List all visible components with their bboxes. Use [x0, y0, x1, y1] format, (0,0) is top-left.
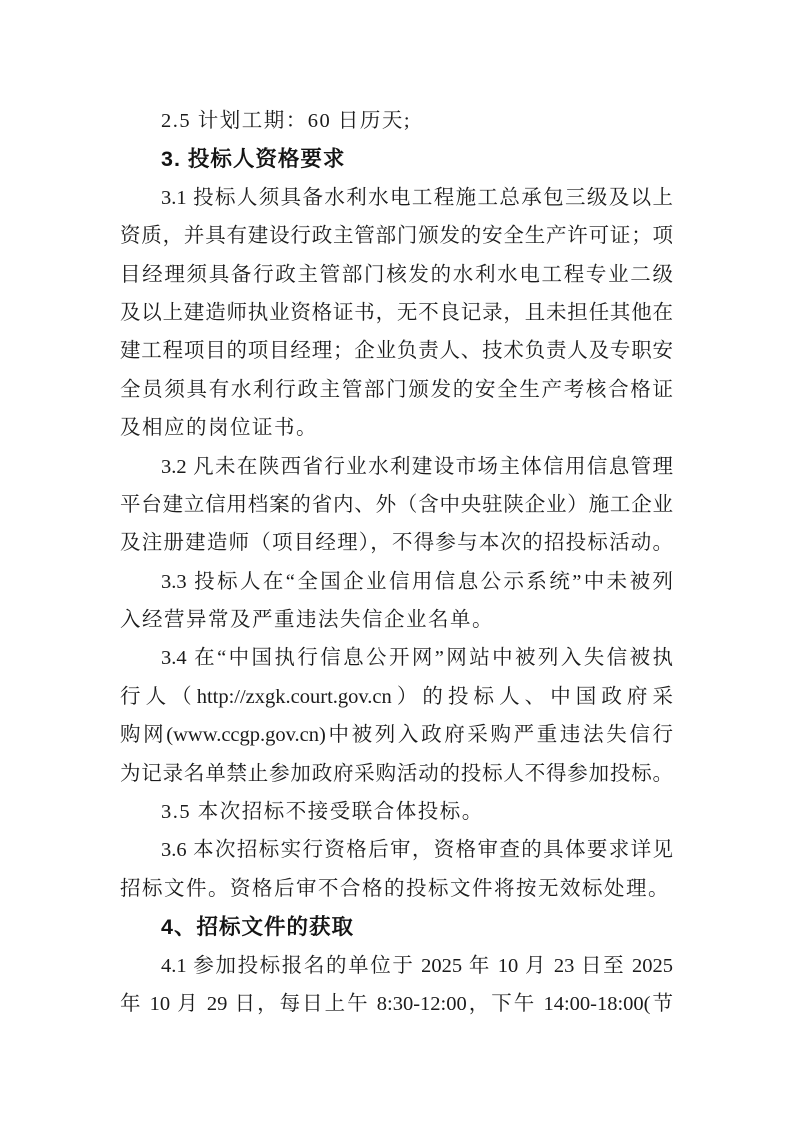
- text-line: 目经理须具备行政主管部门核发的水利水电工程专业二级: [120, 263, 673, 286]
- text-line: 建工程项目的项目经理；企业负责人、技术负责人及专职安: [120, 340, 673, 363]
- text-line: 行人（http://zxgk.court.gov.cn）的投标人、中国政府采: [120, 685, 673, 708]
- text-line: 3.3 投标人在“全国企业信用信息公示系统”中未被列: [161, 570, 673, 593]
- text-line: 2.5 计划工期：60 日历天;: [161, 110, 412, 132]
- text-line: 3.2 凡未在陕西省行业水利建设市场主体信用信息管理: [161, 455, 673, 478]
- section-heading: 3. 投标人资格要求: [161, 147, 346, 172]
- text-line: 购网(www.ccgp.gov.cn)中被列入政府采购严重违法失信行: [120, 724, 673, 747]
- text-line: 年 10 月 29 日，每日上午 8:30-12:00，下午 14:00-18:00(节: [120, 992, 673, 1015]
- text-line: 3.6 本次招标实行资格后审，资格审查的具体要求详见: [161, 839, 673, 862]
- text-line: 全员须具有水利行政主管部门颁发的安全生产考核合格证: [120, 378, 673, 401]
- text-line: 3.5 本次招标不接受联合体投标。: [161, 801, 484, 824]
- text-line: 及以上建造师执业资格证书，无不良记录，且未担任其他在: [120, 301, 673, 324]
- text-line: 平台建立信用档案的省内、外（含中央驻陕企业）施工企业: [120, 493, 673, 516]
- text-line: 招标文件。资格后审不合格的投标文件将按无效标处理。: [120, 877, 670, 900]
- text-line: 为记录名单禁止参加政府采购活动的投标人不得参加投标。: [120, 762, 673, 785]
- text-line: 3.4 在“中国执行信息公开网”网站中被列入失信被执: [161, 647, 673, 670]
- text-line: 3.1 投标人须具备水利水电工程施工总承包三级及以上: [161, 186, 673, 209]
- text-line: 入经营异常及严重违法失信企业名单。: [120, 609, 494, 632]
- text-line: 资质，并具有建设行政主管部门颁发的安全生产许可证；项: [120, 225, 673, 248]
- document-body: [120, 102, 673, 1023]
- text-line: 及相应的岗位证书。: [120, 417, 318, 440]
- text-line: 及注册建造师（项目经理），不得参与本次的招投标活动。: [120, 532, 673, 555]
- section-heading: 4、招标文件的获取: [161, 915, 354, 940]
- text-line: 4.1 参加投标报名的单位于 2025 年 10 月 23 日至 2025: [161, 954, 673, 977]
